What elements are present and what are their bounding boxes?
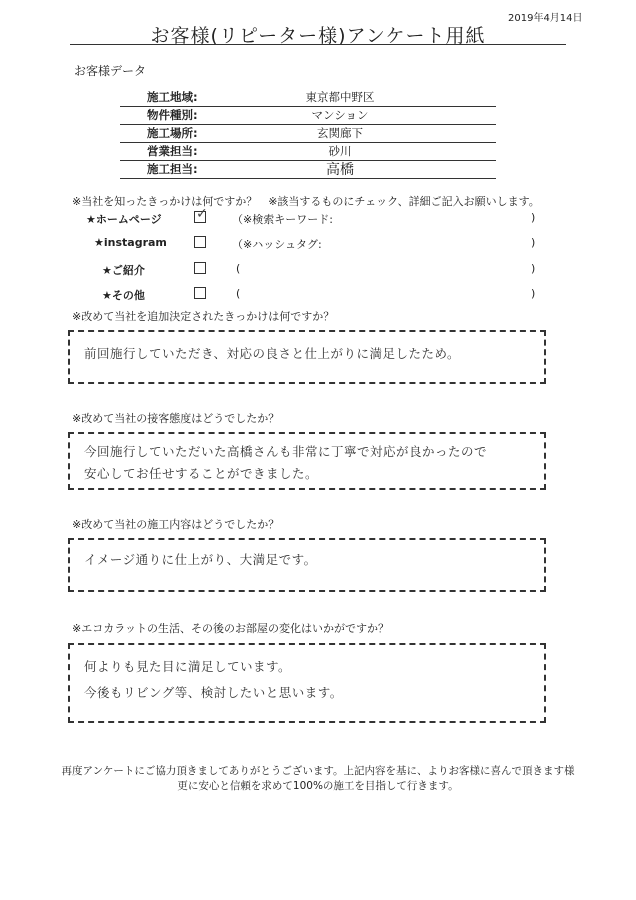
info-label: 営業担当: <box>147 144 198 158</box>
info-row-area <box>120 88 496 107</box>
checkbox-homepage[interactable] <box>194 206 208 223</box>
footer-line: 再度アンケートにご協力頂きましてありがとうございます。上記内容を基に、よりお客様に喜んで頂きます様 <box>61 765 575 777</box>
option-detail-referral: ( <box>236 262 241 275</box>
info-row-location <box>120 124 496 143</box>
option-label-other: ★その他 <box>102 289 145 302</box>
handwritten-answer: 今後もリビング等、検討したいと思います。 <box>84 685 343 700</box>
footer-message <box>40 764 596 794</box>
handwritten-answer: 安心してお任せすることができました。 <box>84 466 319 481</box>
option-label-referral: ★ご紹介 <box>102 264 145 277</box>
info-row-sales-rep <box>120 142 496 161</box>
checkbox-referral[interactable] <box>194 262 206 274</box>
info-label: 施工場所: <box>147 126 198 140</box>
customer-data-label: お客様データ <box>74 64 147 78</box>
option-close-paren: ) <box>531 236 536 249</box>
option-detail-instagram: （※ハッシュタグ: <box>232 238 322 251</box>
option-label-homepage: ★ホームページ <box>86 213 162 226</box>
answer-box-reason[interactable] <box>68 330 546 384</box>
check-mark-icon: ✓ <box>196 206 208 222</box>
info-label: 物件種別: <box>147 108 198 122</box>
question-reason-chosen: ※改めて当社を追加決定されたきっかけは何ですか？ <box>72 310 335 323</box>
handwritten-answer: イメージ通りに仕上がり、大満足です。 <box>84 552 317 567</box>
option-label-instagram: ★instagram <box>94 236 167 249</box>
question-how-found: ※当社を知ったきっかけは何ですか？ ※該当するものにチェック、詳細ご記入お願いします。 <box>72 195 540 208</box>
option-close-paren: ) <box>531 262 536 275</box>
info-value: 砂川 <box>328 144 352 158</box>
question-life-change: ※エコカラットの生活、その後のお部屋の変化はいかがですか？ <box>72 622 389 635</box>
info-value: 玄関廊下 <box>317 126 363 140</box>
option-close-paren: ) <box>531 211 536 224</box>
footer-line: 更に安心と信頼を求めて100%の施工を目指して行きます。 <box>177 780 459 792</box>
info-label: 施工担当: <box>147 162 198 176</box>
question-customer-service: ※改めて当社の接客態度はどうでしたか？ <box>72 412 280 425</box>
title-underline <box>70 44 566 45</box>
info-row-installer <box>120 160 496 179</box>
handwritten-answer: 前回施行していただき、対応の良さと仕上がりに満足したため。 <box>84 346 461 361</box>
handwritten-answer: 今回施行していただいた高橋さんも非常に丁寧で対応が良かったので <box>84 444 488 459</box>
option-detail-other: ( <box>236 287 241 300</box>
option-detail-homepage: （※検索キーワード: <box>232 213 333 226</box>
option-close-paren: ) <box>531 287 536 300</box>
checkbox-instagram[interactable] <box>194 236 206 248</box>
info-value: 高橋 <box>326 162 354 178</box>
question-work-quality: ※改めて当社の施工内容はどうでしたか？ <box>72 518 280 531</box>
info-row-property-type <box>120 106 496 125</box>
survey-date: 2019年4月14日 <box>508 13 583 24</box>
checkbox-other[interactable] <box>194 287 206 299</box>
handwritten-answer: 何よりも見た目に満足しています。 <box>84 659 292 674</box>
answer-box-life-change[interactable] <box>68 643 546 723</box>
page-title: お客様(リピーター様)アンケート用紙 <box>150 25 486 47</box>
info-label: 施工地域: <box>147 90 198 104</box>
info-value: 東京都中野区 <box>305 90 375 104</box>
info-value: マンション <box>311 108 369 122</box>
answer-box-service[interactable] <box>68 432 546 490</box>
answer-box-quality[interactable] <box>68 538 546 592</box>
